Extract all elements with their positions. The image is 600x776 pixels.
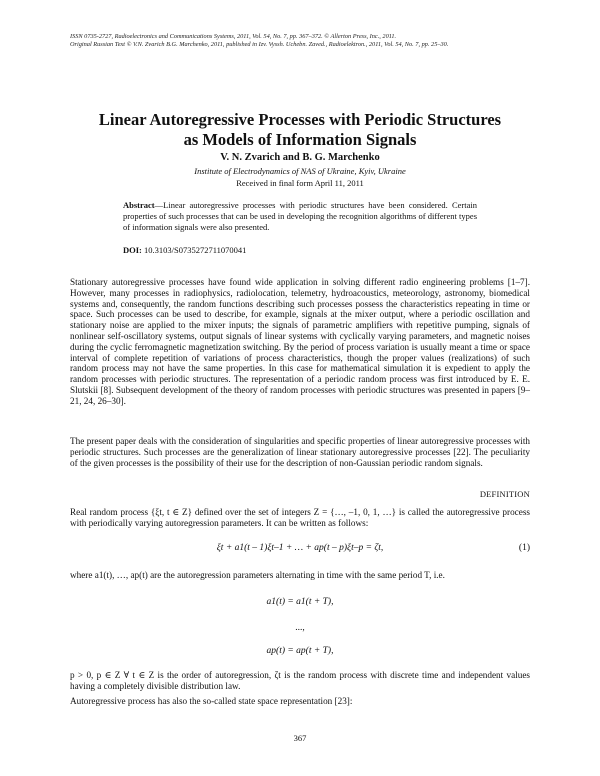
paragraph-definition: Real random process {ξt, t ∈ Z} defined over the set of integers Z = {…, –1, 0, 1, …} is called the autoregressive process with periodically varying autoregression parameters. It can be written as follows: bbox=[70, 507, 530, 528]
journal-header bbox=[70, 33, 540, 49]
header-line-2: Original Russian Text © V.N. Zvarich B.G. Marchenko, 2011, published in Izv. Vyssh. Uchebn. Zaved., Radioelektron., 2011, Vol. 54, No. 7, pp. 25–30. bbox=[70, 41, 449, 48]
title-line-1: Linear Autoregressive Processes with Periodic Structures bbox=[98, 110, 502, 129]
equation-1-body: ξt + a1(t – 1)ξt–1 + … + ap(t – p)ξt–p = ζt, bbox=[216, 543, 384, 553]
paragraph-order: p > 0, p ∈ Z ∀ t ∈ Z is the order of autoregression, ζt is the random process with discrete time and independent values having a completely divisible distribution law. bbox=[70, 670, 530, 691]
paragraph-present-paper: The present paper deals with the consideration of singularities and specific properties of linear autoregressive processes with periodic structures. Such processes are the generalization of linear stationary autoregressive processes [22]. The peculiarity of the given processes is the possibility of their use for the description of non-Gaussian periodic random signals. bbox=[70, 436, 530, 468]
equation-1-number: (1) bbox=[518, 543, 530, 553]
institute: Institute of Electrodynamics of NAS of Ukraine, Kyiv, Ukraine bbox=[194, 166, 406, 176]
authors: V. N. Zvarich and B. G. Marchenko bbox=[220, 152, 380, 163]
page-number: 367 bbox=[293, 733, 307, 743]
equation-ap-body: ap(t) = ap(t + T), bbox=[266, 646, 334, 656]
paragraph-state-space: Autoregressive process has also the so-called state space representation [23]: bbox=[70, 696, 353, 706]
doi-value: 10.3103/S0735272711070041 bbox=[144, 245, 247, 255]
abstract-text: —Linear autoregressive processes with periodic structures have been considered. Certain properties of such processes that can be used in developing the recognition algorithms of different types of information signals were also presented. bbox=[123, 200, 477, 232]
abstract-label: Abstract bbox=[123, 200, 155, 210]
doi-label: DOI: bbox=[123, 245, 142, 255]
header-line-1: ISSN 0735-2727, Radioelectronics and Communications Systems, 2011, Vol. 54, No. 7, pp. 367–372. © Allerton Press, Inc., 2011. bbox=[70, 33, 397, 40]
title-line-2: as Models of Information Signals bbox=[183, 130, 417, 149]
abstract bbox=[123, 200, 477, 232]
paragraph-where: where a1(t), …, ap(t) are the autoregression parameters alternating in time with the same period T, i.e. bbox=[70, 570, 445, 580]
equation-dots-body: ..., bbox=[295, 623, 305, 633]
received-date: Received in final form April 11, 2011 bbox=[236, 178, 364, 188]
equation-a1-body: a1(t) = a1(t + T), bbox=[266, 597, 334, 607]
paper-title bbox=[60, 110, 540, 150]
section-heading-definition: DEFINITION bbox=[479, 489, 530, 499]
doi bbox=[123, 245, 477, 255]
paragraph-intro: Stationary autoregressive processes have found wide application in solving different radio engineering problems [1–7]. However, many processes in radiophysics, radiolocation, telemetry, hydroacoustics, meteorology, astronomy, biomedical systems and, consequently, the random functions describing such processes possess the characteristics repeating in time or space. Such processes can be used to describe, for example, signals at the mixer output, where a periodic oscillation and stationary noise are applied to the mixer inputs; the signals of parametric amplifiers with repetitive pumping, signals of nonlinear self-oscillatory systems, output signals of linear systems with cyclically varying parameters, and magnetic noises during the cyclic ferromagnetic magnetization switching. By the period of process variation is usually meant a time or space interval of complete repetition of variations of process characteristics, though the proper values (realizations) of such random process may not have the same properties. In this case for mathematical simulation it is expedient to apply the random processes with periodic structures. The representation of a periodic random process was first introduced by E. E. Slutskii [8]. Subsequent development of the theory of random processes with periodic structures was presented in papers [9–21, 24, 26–30]. bbox=[70, 277, 530, 406]
